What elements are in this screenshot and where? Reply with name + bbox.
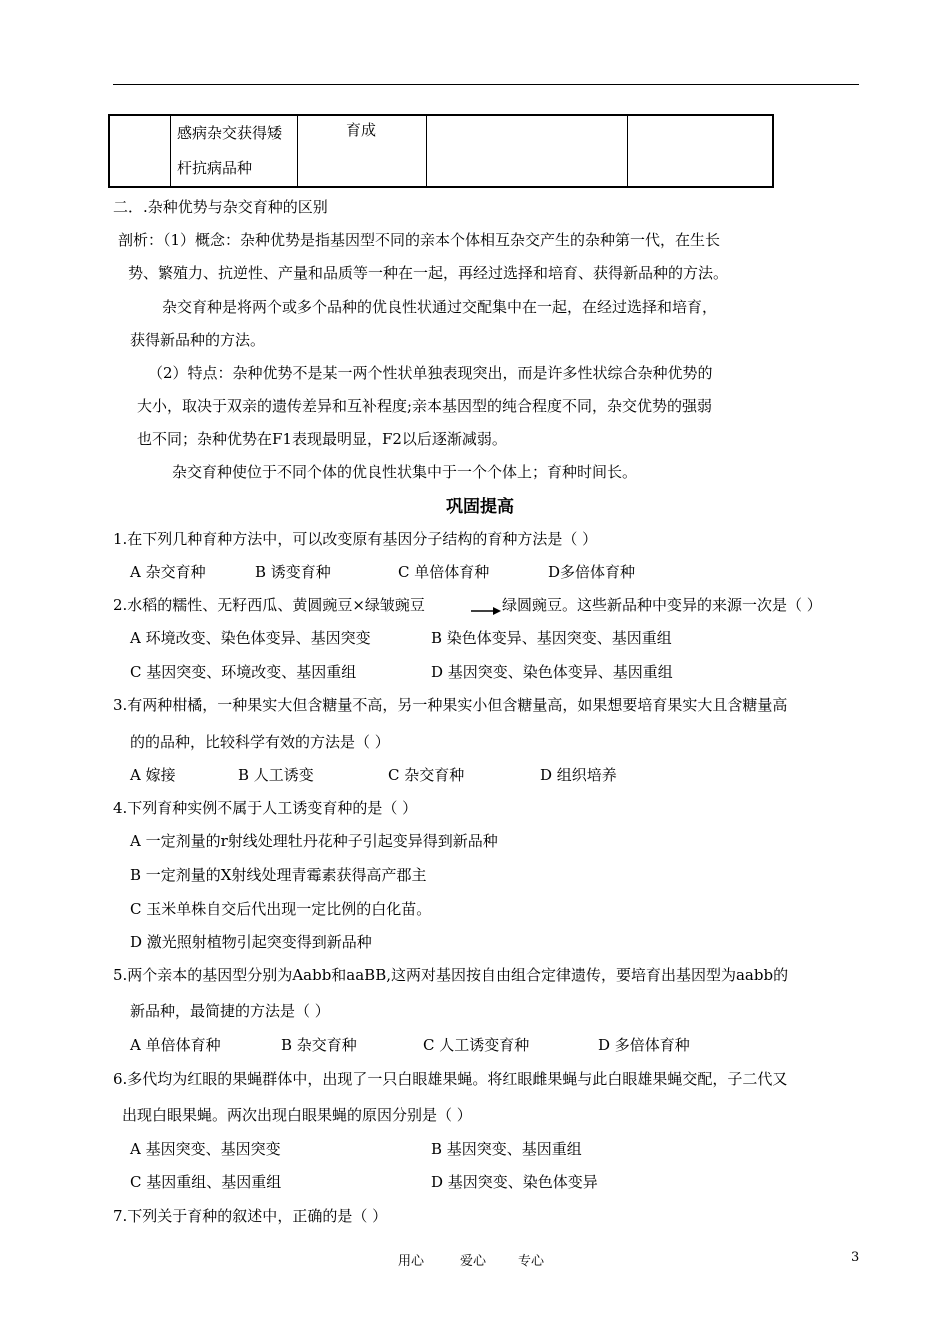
paragraph-line: 势、繁殖力、抗逆性、产量和品质等一种在一起，再经过选择和培育、获得新品种的方法。 <box>128 264 729 282</box>
option-b: B 杂交育种 <box>281 1036 357 1054</box>
footer-motto-1: 用心 <box>398 1254 425 1269</box>
option-b: B 一定剂量的X射线处理青霉素获得高产郡主 <box>130 866 427 884</box>
table-cell-method <box>171 115 298 187</box>
paragraph-line: 杂交育种是将两个或多个品种的优良性状通过交配集中在一起，在经过选择和培育， <box>162 298 718 316</box>
footer-motto-3: 专心 <box>518 1254 545 1269</box>
question-1: 1.在下列几种育种方法中，可以改变原有基因分子结构的育种方法是（ ） <box>113 530 598 548</box>
question-6-line1: 6.多代均为红眼的果蝇群体中，出现了一只白眼雄果蝇。将红眼雌果蝇与此白眼雄果蝇交配，子二代又 <box>113 1070 788 1088</box>
option-a: A 基因突变、基因突变 <box>130 1140 281 1158</box>
question-4: 4.下列育种实例不属于人工诱变育种的是（ ） <box>113 799 418 817</box>
question-2-part2: 绿圆豌豆。这些新品种中变异的来源一次是（ ） <box>502 596 822 614</box>
question-5-line2: 新品种，最简捷的方法是（ ） <box>130 1002 330 1020</box>
footer-motto-2: 爱心 <box>460 1254 487 1269</box>
option-d: D多倍体育种 <box>548 563 636 581</box>
table-cell-empty-2 <box>628 115 774 187</box>
page-number: 3 <box>851 1250 860 1265</box>
question-6-line2: 出现白眼果蝇。两次出现白眼果蝇的原因分别是（ ） <box>122 1106 472 1124</box>
table-cell-blank <box>109 115 171 187</box>
option-d: D 多倍体育种 <box>598 1036 690 1054</box>
question-5-line1: 5.两个亲本的基因型分别为Aabb和aaBB,这两对基因按自由组合定律遗传，要培育出基因型为aabb的 <box>113 966 789 984</box>
option-a: A 一定剂量的r射线处理牡丹花种子引起变异得到新品种 <box>130 832 498 850</box>
paragraph-line: 杂交育种使位于不同个体的优良性状集中于一个个体上；育种时间长。 <box>172 463 638 481</box>
table-cell-method-line1: 感病杂交获得矮 <box>177 124 283 142</box>
section-title: 巩固提高 <box>446 497 514 517</box>
paragraph-line: 剖析：（1）概念：杂种优势是指基因型不同的亲本个体相互杂交产生的杂种第一代，在生长 <box>118 231 721 249</box>
option-d: D 激光照射植物引起突变得到新品种 <box>130 933 372 951</box>
option-a: A 环境改变、染色体变异、基因突变 <box>130 629 371 647</box>
option-c: C 基因突变、环境改变、基因重组 <box>130 663 357 681</box>
option-c: C 人工诱变育种 <box>423 1036 530 1054</box>
option-d: D 基因突变、染色体变异、基因重组 <box>431 663 673 681</box>
option-b: B 染色体变异、基因突变、基因重组 <box>431 629 672 647</box>
option-d: D 基因突变、染色体变异 <box>431 1173 598 1191</box>
question-3-line1: 3.有两种柑橘，一种果实大但含糖量不高，另一种果实小但含糖量高，如果想要培育果实大且含糖量高 <box>113 696 788 714</box>
paragraph-line: 大小，取决于双亲的遗传差异和互补程度;亲本基因型的纯合程度不同，杂交优势的强弱 <box>137 397 713 415</box>
paragraph-line: 获得新品种的方法。 <box>130 331 266 349</box>
table-cell-result: 育成 <box>298 115 427 187</box>
option-c: C 单倍体育种 <box>398 563 490 581</box>
header-rule <box>113 84 859 85</box>
option-c: C 玉米单株自交后代出现一定比例的白化苗。 <box>130 900 432 918</box>
table-cell-method-line2: 杆抗病品种 <box>177 159 253 177</box>
question-7: 7.下列关于育种的叙述中，正确的是（ ） <box>113 1207 388 1225</box>
arrow-icon <box>471 606 501 616</box>
option-d: D 组织培养 <box>540 766 617 784</box>
option-c: C 基因重组、基因重组 <box>130 1173 282 1191</box>
option-b: B 基因突变、基因重组 <box>431 1140 582 1158</box>
option-a: A 杂交育种 <box>130 563 206 581</box>
section-heading: 二．.杂种优势与杂交育种的区别 <box>113 198 328 216</box>
question-3-line2: 的的品种，比较科学有效的方法是（ ） <box>130 733 390 751</box>
question-2-part1: 2.水稻的糯性、无籽西瓜、黄圆豌豆×绿皱豌豆 <box>113 596 425 614</box>
table-cell-empty-1 <box>427 115 628 187</box>
paragraph-line: 也不同；杂种优势在F1表现最明显，F2以后逐渐减弱。 <box>137 430 507 448</box>
breeding-table-fragment <box>108 114 774 188</box>
option-a: A 单倍体育种 <box>130 1036 221 1054</box>
table-row <box>109 115 773 187</box>
option-b: B 人工诱变 <box>238 766 314 784</box>
paragraph-line: （2）特点：杂种优势不是某一两个性状单独表现突出，而是许多性状综合杂种优势的 <box>148 364 713 382</box>
option-c: C 杂交育种 <box>388 766 465 784</box>
option-b: B 诱变育种 <box>255 563 331 581</box>
option-a: A 嫁接 <box>130 766 176 784</box>
